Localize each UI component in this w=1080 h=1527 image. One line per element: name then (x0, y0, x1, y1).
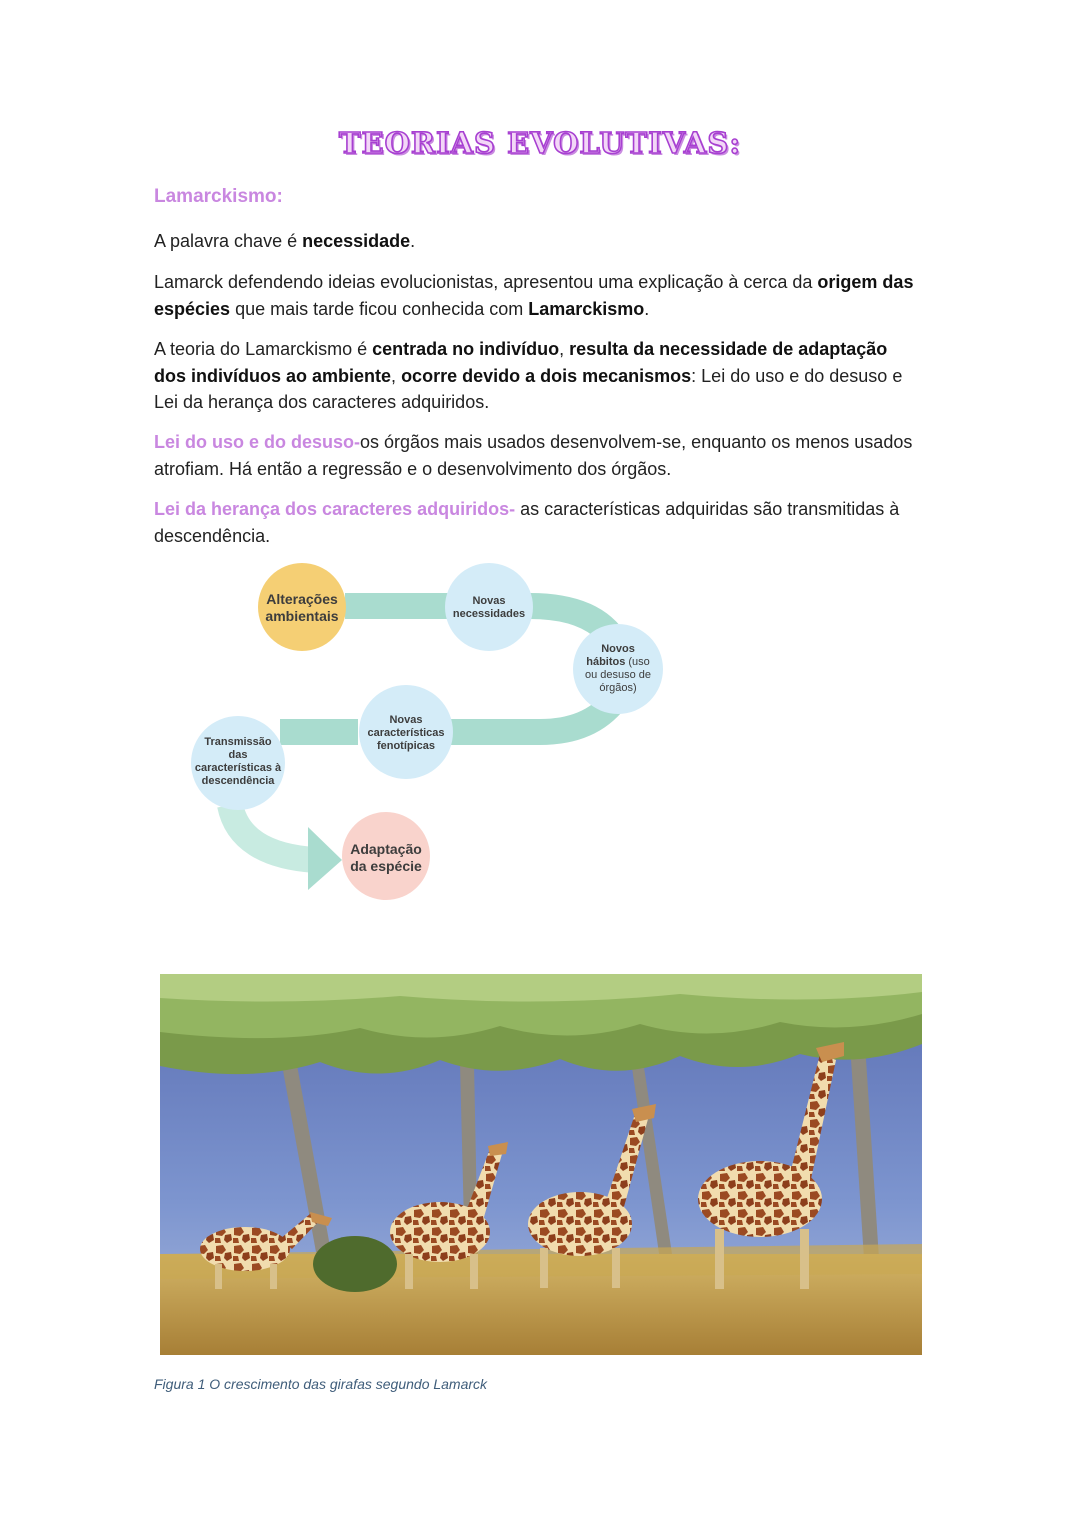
paragraph-inheritance: Lei da herança dos caracteres adquiridos- as características adquiridas são transmitidas à descendência. (154, 499, 900, 546)
law-use-disuse-label: Lei do uso e do desuso- (154, 432, 361, 452)
svg-text:Novos: Novos (601, 643, 635, 655)
svg-text:descendência: descendência (201, 775, 275, 787)
node-new-habits (573, 624, 663, 714)
svg-text:órgãos): órgãos) (599, 682, 637, 694)
lamarck-flow-diagram (170, 555, 690, 915)
svg-text:Novas: Novas (389, 714, 423, 726)
paragraph-lamarck-intro: Lamarck defendendo ideias evolucionistas, apresentou uma explicação à cerca da origem das espécies que mais tarde ficou conhecida com Lamarckismo. (154, 272, 914, 319)
node-new-phenotypic-traits (359, 685, 453, 779)
section-heading: Lamarckismo: (154, 186, 283, 207)
svg-text:características: características (367, 727, 445, 739)
svg-text:características à: características à (194, 762, 282, 774)
flow-arrow (230, 805, 342, 890)
node-transmission-to-offspring (191, 716, 285, 810)
svg-text:Alterações: Alterações (266, 591, 338, 607)
svg-text:fenotípicas: fenotípicas (376, 740, 436, 752)
svg-text:necessidades: necessidades (452, 608, 526, 620)
figure-caption: Figura 1 O crescimento das girafas segundo Lamarck (154, 1376, 488, 1392)
law-inheritance-label: Lei da herança dos caracteres adquiridos- (154, 499, 516, 519)
paragraph-use-disuse: Lei do uso e do desuso-os órgãos mais usados desenvolvem-se, enquanto os menos usados atrofiam. Há então a regressão e o desenvolvimento dos órgãos. (154, 432, 913, 479)
svg-text:Transmissão: Transmissão (204, 736, 272, 748)
node-environmental-changes (258, 563, 346, 651)
node-new-needs (445, 563, 533, 651)
svg-text:ambientais: ambientais (265, 608, 339, 624)
svg-text:Novas: Novas (472, 595, 506, 607)
giraffes-illustration (160, 974, 922, 1355)
page-title: TEORIAS EVOLUTIVAS: (338, 126, 742, 160)
svg-text:ou desuso de: ou desuso de (584, 669, 652, 681)
node-species-adaptation (342, 812, 430, 900)
svg-text:da espécie: da espécie (350, 858, 422, 874)
bush (313, 1236, 397, 1292)
paragraph-keyword: A palavra chave é necessidade. (154, 231, 416, 251)
svg-text:Adaptação: Adaptação (350, 841, 422, 857)
svg-text:hábitos(uso: hábitos (uso (586, 656, 650, 668)
svg-text:das: das (228, 749, 248, 761)
paragraph-theory: A teoria do Lamarckismo é centrada no indivíduo, resulta da necessidade de adaptação dos indivíduos ao ambiente, ocorre devido a dois mecanismos: Lei do uso e do desuso e Lei da herança dos caracteres adquiridos. (154, 339, 903, 412)
